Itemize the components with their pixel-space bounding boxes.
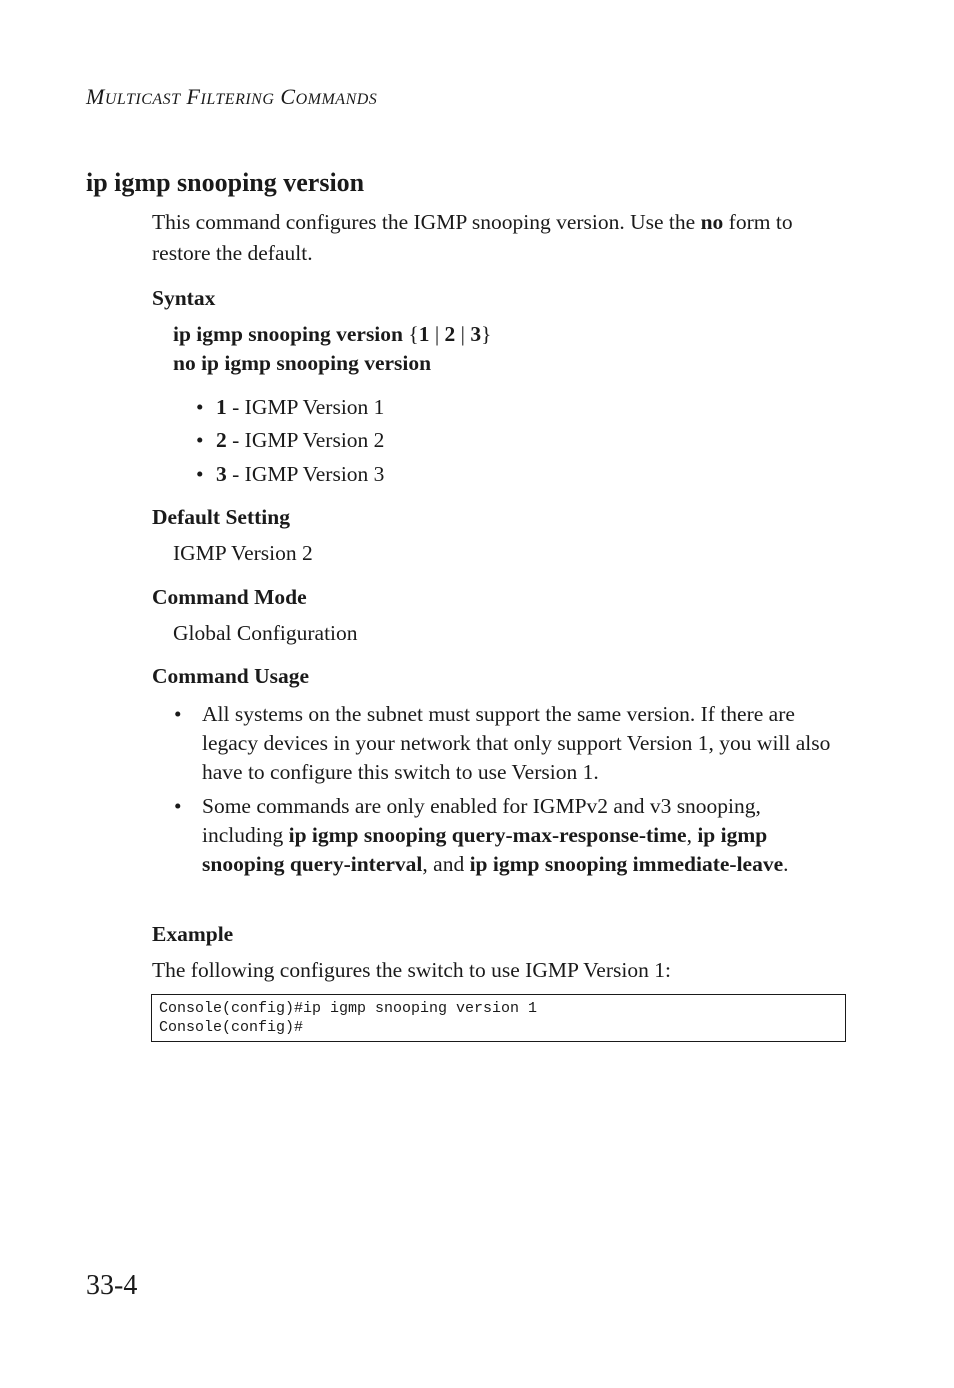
command-mode-heading: Command Mode bbox=[152, 585, 307, 609]
default-setting-heading: Default Setting bbox=[152, 505, 290, 529]
code-example-box bbox=[151, 994, 846, 1042]
running-header bbox=[86, 84, 377, 110]
no-keyword: no bbox=[700, 210, 724, 234]
syntax-heading: Syntax bbox=[152, 286, 216, 310]
bullet-icon: • bbox=[196, 462, 204, 486]
section-title: ip igmp snooping version bbox=[86, 168, 365, 197]
running-header-word-2: FILTERING bbox=[186, 84, 275, 109]
example-heading: Example bbox=[152, 922, 234, 946]
syntax-option: • 1 - IGMP Version 1 bbox=[196, 395, 385, 419]
syntax-option: • 2 - IGMP Version 2 bbox=[196, 428, 385, 452]
syntax-line-2: no ip igmp snooping version bbox=[173, 351, 432, 375]
bullet-icon: • bbox=[196, 395, 204, 419]
example-intro: The following configures the switch to use IGMP Version 1: bbox=[152, 958, 671, 982]
bullet-icon: • bbox=[174, 702, 182, 726]
running-header-word-3: COMMANDS bbox=[280, 84, 378, 109]
code-line-2: Console(config)# bbox=[159, 1019, 304, 1036]
bullet-icon: • bbox=[174, 794, 182, 818]
running-header-word-1: MULTICAST bbox=[86, 84, 181, 109]
command-mode-value: Global Configuration bbox=[173, 621, 358, 645]
default-setting-value: IGMP Version 2 bbox=[173, 541, 313, 565]
usage-item-1: • All systems on the subnet must support the same version. If there are legacy devices in your network that only support Version 1, you will also have to configure this switch to use Version 1. bbox=[174, 702, 831, 784]
intro-paragraph: This command configures the IGMP snooping version. Use the no form to restore the default. bbox=[152, 210, 793, 265]
page-number: 33-4 bbox=[86, 1270, 138, 1301]
syntax-line-1: ip igmp snooping version {1 | 2 | 3} bbox=[173, 322, 492, 346]
command-usage-heading: Command Usage bbox=[152, 664, 310, 688]
usage-item-2: • Some commands are only enabled for IGMPv2 and v3 snooping, including ip igmp snooping query-max-response-time, ip igmp snooping query-interval, and ip igmp snooping immediate-leave. bbox=[174, 794, 789, 876]
code-line-1: Console(config)#ip igmp snooping version 1 bbox=[159, 1000, 538, 1017]
syntax-option: • 3 - IGMP Version 3 bbox=[196, 462, 385, 486]
bullet-icon: • bbox=[196, 428, 204, 452]
